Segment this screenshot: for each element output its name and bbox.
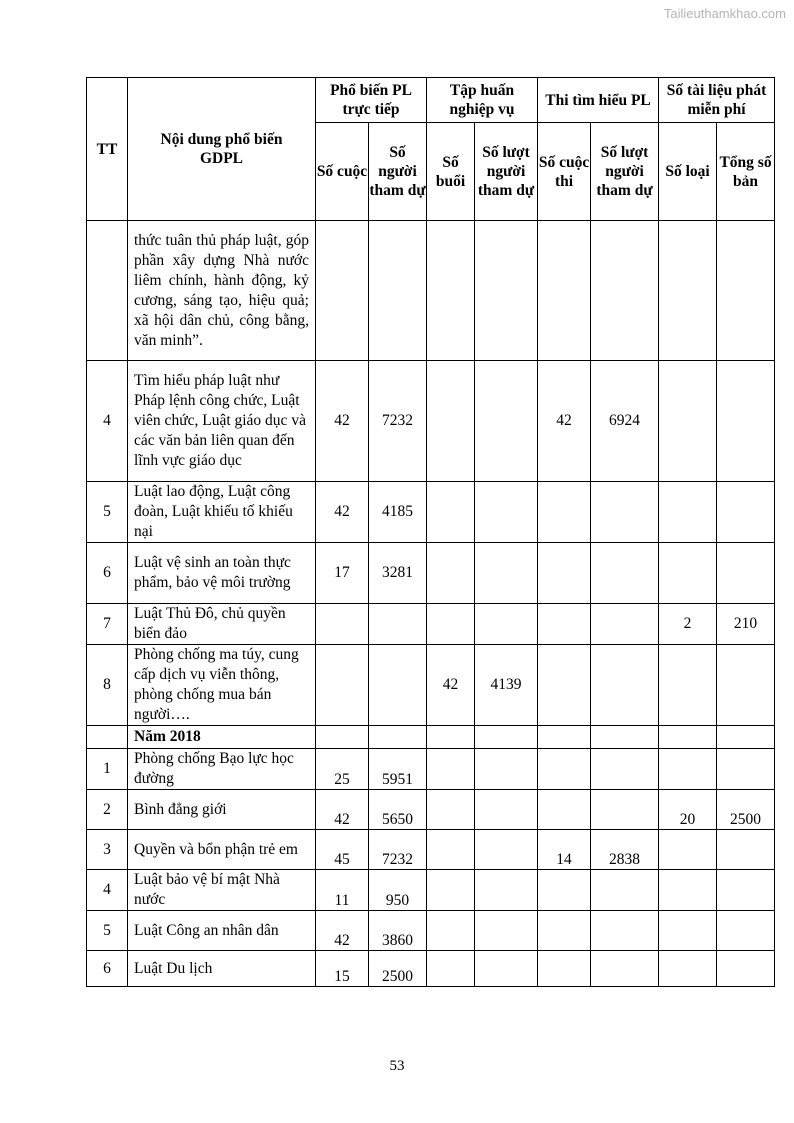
value-cell [591,482,659,543]
value-cell [591,543,659,604]
watermark: Tailieuthamkhao.com [663,6,786,21]
table-row [87,604,775,645]
value-cell: 7232 [369,830,427,870]
header-group-contest: Thi tìm hiểu PL [538,78,659,123]
row-number [87,221,128,361]
value-cell [717,951,775,987]
value-cell: 42 [427,645,475,726]
sub-header: Tổng số bản [717,123,775,221]
value-cell [475,911,538,951]
page-number: 53 [389,1058,405,1074]
header-content-line1: Nội dung phổ biến [160,131,283,148]
value-cell [475,749,538,790]
header-content-line2: GDPL [199,150,244,167]
value-cell [538,482,591,543]
row-number: 6 [87,951,128,987]
value-cell [369,604,427,645]
row-content: Phòng chống ma túy, cung cấp dịch vụ viễn thông, phòng chống mua bán người…. [128,645,316,726]
value-cell [591,870,659,911]
value-cell [717,911,775,951]
row-number: 7 [87,604,128,645]
sub-header: Số người tham dự [369,123,427,221]
value-cell [316,604,369,645]
value-cell: 3281 [369,543,427,604]
value-cell: 42 [316,911,369,951]
value-cell: 210 [717,604,775,645]
value-cell [475,221,538,361]
header-group-training: Tập huấn nghiệp vụ [427,78,538,123]
value-cell [591,604,659,645]
value-cell [369,645,427,726]
table-row [87,749,775,790]
value-cell: 45 [316,830,369,870]
value-cell: 2500 [369,951,427,987]
sub-header: Số lượt người tham dự [475,123,538,221]
value-cell: 6924 [591,361,659,482]
value-cell [538,604,591,645]
table-row [87,221,775,361]
sub-header: Số lượt người tham dự [591,123,659,221]
value-cell [591,911,659,951]
value-cell [659,221,717,361]
value-cell: 5951 [369,749,427,790]
value-cell [717,482,775,543]
value-cell [659,870,717,911]
row-content: Luật Du lịch [128,951,316,987]
row-number: 5 [87,911,128,951]
value-cell: 2 [659,604,717,645]
value-cell [591,221,659,361]
row-content: thức tuân thủ pháp luật, góp phần xây dựng Nhà nước liêm chính, hành động, kỷ cương, sáng tạo, hiệu quả; xã hội dân chủ, công bằng, văn minh”. [128,221,316,361]
value-cell [427,790,475,830]
value-cell [427,911,475,951]
row-content: Bình đẳng giới [128,790,316,830]
row-number: 4 [87,870,128,911]
table-row [87,361,775,482]
value-cell [659,645,717,726]
value-cell: 4185 [369,482,427,543]
table-row [87,482,775,543]
value-cell [427,361,475,482]
sub-header: Số loại [659,123,717,221]
value-cell [591,790,659,830]
value-cell: 15 [316,951,369,987]
value-cell [427,482,475,543]
value-cell: 17 [316,543,369,604]
value-cell [538,911,591,951]
value-cell [369,221,427,361]
header-content [128,78,316,221]
value-cell [659,830,717,870]
value-cell [427,543,475,604]
value-cell: 42 [316,790,369,830]
row-number: 1 [87,749,128,790]
value-cell [475,361,538,482]
value-cell [427,749,475,790]
header-group-materials: Số tài liệu phát miễn phí [659,78,775,123]
table-row [87,911,775,951]
value-cell: 950 [369,870,427,911]
value-cell: 25 [316,749,369,790]
row-number: 3 [87,830,128,870]
value-cell [717,645,775,726]
row-content: Luật Công an nhân dân [128,911,316,951]
value-cell [538,749,591,790]
value-cell [316,221,369,361]
value-cell [427,951,475,987]
value-cell [475,543,538,604]
value-cell [538,951,591,987]
sub-header: Số buổi [427,123,475,221]
value-cell [475,482,538,543]
table-row [87,830,775,870]
value-cell [717,221,775,361]
value-cell [659,749,717,790]
row-number: 2 [87,790,128,830]
value-cell [591,749,659,790]
value-cell [475,604,538,645]
value-cell: 7232 [369,361,427,482]
row-number: 6 [87,543,128,604]
table-row [87,790,775,830]
value-cell: 42 [316,361,369,482]
header-tt: TT [87,78,128,221]
value-cell [659,951,717,987]
value-cell [659,543,717,604]
value-cell [475,951,538,987]
value-cell [538,645,591,726]
year-label: Năm 2018 [128,726,316,749]
value-cell [717,361,775,482]
value-cell [717,870,775,911]
value-cell: 42 [538,361,591,482]
value-cell [659,361,717,482]
table-row [87,870,775,911]
value-cell [717,830,775,870]
year-row-blank [87,726,128,749]
legal-dissemination-table [86,77,775,987]
row-content: Luật vệ sinh an toàn thực phẩm, bảo vệ môi trường [128,543,316,604]
value-cell [316,645,369,726]
value-cell: 20 [659,790,717,830]
row-content: Luật Thủ Đô, chủ quyền biển đảo [128,604,316,645]
value-cell [717,749,775,790]
row-content: Luật lao động, Luật công đoàn, Luật khiếu tố khiếu nại [128,482,316,543]
value-cell [659,911,717,951]
value-cell [475,790,538,830]
value-cell [538,543,591,604]
table-row [87,645,775,726]
value-cell [538,870,591,911]
value-cell [427,830,475,870]
row-number: 5 [87,482,128,543]
row-content: Phòng chống Bạo lực học đường [128,749,316,790]
value-cell [591,645,659,726]
sub-header: Số cuộc thi [538,123,591,221]
value-cell [591,951,659,987]
row-number: 4 [87,361,128,482]
row-content: Luật bảo vệ bí mật Nhà nước [128,870,316,911]
sub-header: Số cuộc [316,123,369,221]
table-row [87,951,775,987]
value-cell: 14 [538,830,591,870]
row-content: Tìm hiểu pháp luật như Pháp lệnh công chức, Luật viên chức, Luật giáo dục và các văn bản liên quan đến lĩnh vực giáo dục [128,361,316,482]
row-content: Quyền và bổn phận trẻ em [128,830,316,870]
value-cell [475,830,538,870]
value-cell [538,790,591,830]
value-cell [427,221,475,361]
value-cell: 5650 [369,790,427,830]
value-cell [475,870,538,911]
value-cell: 4139 [475,645,538,726]
value-cell: 42 [316,482,369,543]
value-cell: 2500 [717,790,775,830]
header-group-direct: Phổ biến PL trực tiếp [316,78,427,123]
value-cell [717,543,775,604]
value-cell [427,870,475,911]
value-cell [538,221,591,361]
value-cell: 2838 [591,830,659,870]
row-number: 8 [87,645,128,726]
value-cell: 3860 [369,911,427,951]
value-cell [659,482,717,543]
table-row [87,543,775,604]
value-cell: 11 [316,870,369,911]
value-cell [427,604,475,645]
